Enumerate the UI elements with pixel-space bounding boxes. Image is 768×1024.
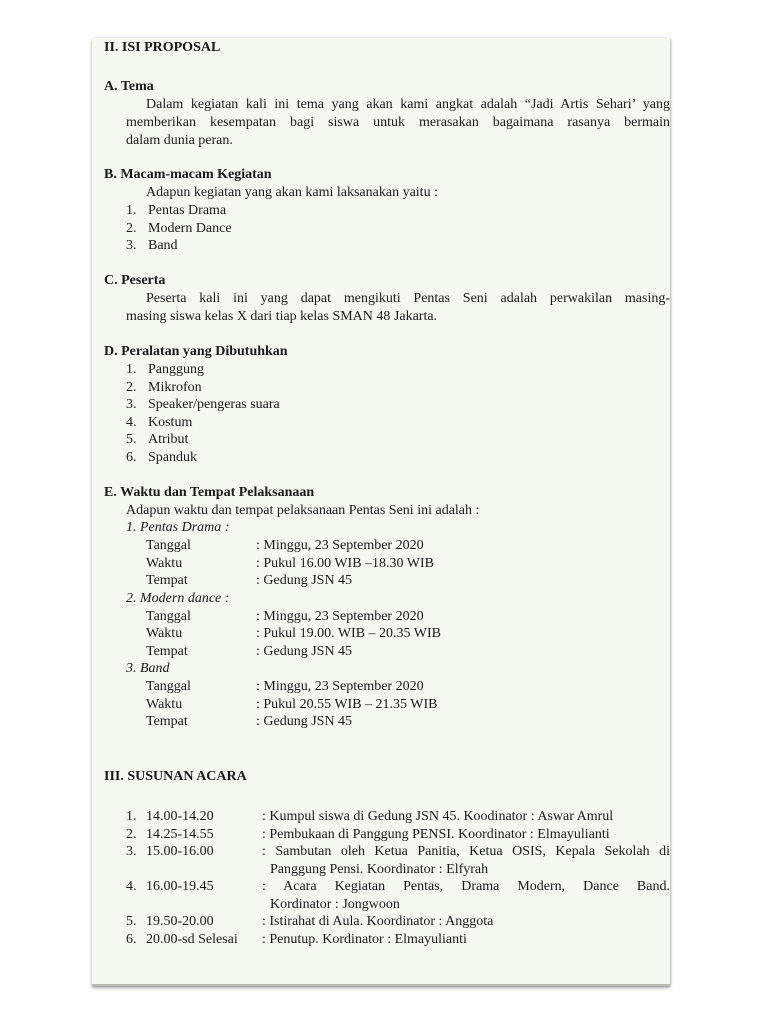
agenda-number: 2. — [126, 827, 137, 842]
event-label: Tanggal — [146, 679, 191, 694]
agenda-description: : Pembukaan di Panggung PENSI. Koordinator : Elmayulianti — [262, 827, 610, 842]
list-item-number: 2. — [126, 221, 137, 236]
heading-tema: A. Tema — [104, 79, 154, 94]
event-label: Tempat — [146, 714, 188, 729]
event-label: Waktu — [146, 556, 183, 571]
event-label: Tanggal — [146, 609, 191, 624]
event-title: 2. Modern dance : — [126, 591, 230, 606]
list-item-text: Speaker/pengeras suara — [148, 397, 280, 412]
list-item-number: 6. — [126, 450, 137, 465]
heading-macam-kegiatan: B. Macam-macam Kegiatan — [104, 167, 272, 182]
agenda-description: : Kumpul siswa di Gedung JSN 45. Koodinator : Aswar Amrul — [262, 809, 614, 824]
agenda-time: 14.00-14.20 — [146, 809, 214, 824]
kegiatan-intro: Adapun kegiatan yang akan kami laksanakan yaitu : — [146, 185, 438, 200]
agenda-description: : Penutup. Kordinator : Elmayulianti — [262, 932, 467, 947]
agenda-description: : Istirahat di Aula. Koordinator : Anggota — [262, 914, 494, 929]
list-item-text: Mikrofon — [148, 380, 202, 395]
agenda-time: 16.00-19.45 — [146, 879, 214, 894]
agenda-time: 20.00-sd Selesai — [146, 932, 238, 947]
section-title-isi-proposal: II. ISI PROPOSAL — [104, 40, 221, 55]
event-label: Waktu — [146, 697, 183, 712]
event-value: : Minggu, 23 September 2020 — [256, 679, 424, 694]
agenda-number: 3. — [126, 844, 137, 859]
agenda-description: : Acara Kegiatan Pentas, Drama Modern, Dance Band. — [262, 879, 670, 894]
tema-paragraph-line: Dalam kegiatan kali ini tema yang akan kami angkat adalah “Jadi Artis Sehari’ yang — [146, 97, 670, 112]
list-item-text: Band — [148, 238, 178, 253]
agenda-description: Panggung Pensi. Koordinator : Elfyrah — [270, 862, 489, 877]
event-label: Tempat — [146, 644, 188, 659]
list-item-number: 2. — [126, 380, 137, 395]
event-value: : Pukul 16.00 WIB –18.30 WIB — [256, 556, 434, 571]
event-label: Tanggal — [146, 538, 191, 553]
event-value: : Minggu, 23 September 2020 — [256, 538, 424, 553]
document-page — [92, 38, 670, 986]
agenda-description: Kordinator : Jongwoon — [270, 897, 400, 912]
heading-peralatan: D. Peralatan yang Dibutuhkan — [104, 344, 288, 359]
event-label: Waktu — [146, 626, 183, 641]
list-item-text: Kostum — [148, 415, 193, 430]
peserta-paragraph-line: masing siswa kelas X dari tiap kelas SMAN 48 Jakarta. — [126, 309, 438, 324]
agenda-description: : Sambutan oleh Ketua Panitia, Ketua OSIS, Kepala Sekolah di — [262, 844, 670, 859]
list-item-text: Panggung — [148, 362, 204, 377]
list-item-text: Spanduk — [148, 450, 197, 465]
list-item-number: 1. — [126, 203, 137, 218]
agenda-number: 5. — [126, 914, 137, 929]
event-label: Tempat — [146, 573, 188, 588]
agenda-time: 15.00-16.00 — [146, 844, 214, 859]
event-title: 3. Band — [126, 661, 170, 676]
list-item-number: 1. — [126, 362, 137, 377]
agenda-time: 14.25-14.55 — [146, 827, 214, 842]
heading-waktu-tempat: E. Waktu dan Tempat Pelaksanaan — [104, 485, 315, 500]
heading-peserta: C. Peserta — [104, 273, 166, 288]
tema-paragraph-line: dalam dunia peran. — [126, 133, 233, 148]
list-item-text: Atribut — [148, 432, 189, 447]
list-item-text: Pentas Drama — [148, 203, 227, 218]
agenda-number: 6. — [126, 932, 137, 947]
event-value: : Gedung JSN 45 — [256, 714, 353, 729]
list-item-number: 5. — [126, 432, 137, 447]
peserta-paragraph-line: Peserta kali ini yang dapat mengikuti Pentas Seni adalah perwakilan masing- — [146, 291, 670, 306]
event-value: : Pukul 20.55 WIB – 21.35 WIB — [256, 697, 438, 712]
event-title: 1. Pentas Drama : — [126, 520, 230, 535]
list-item-number: 3. — [126, 238, 137, 253]
section-title-susunan-acara: III. SUSUNAN ACARA — [104, 769, 247, 784]
agenda-number: 1. — [126, 809, 137, 824]
event-value: : Gedung JSN 45 — [256, 573, 353, 588]
list-item-text: Modern Dance — [148, 221, 232, 236]
event-value: : Pukul 19.00. WIB – 20.35 WIB — [256, 626, 441, 641]
list-item-number: 4. — [126, 415, 137, 430]
agenda-number: 4. — [126, 879, 137, 894]
waktu-intro: Adapun waktu dan tempat pelaksanaan Pentas Seni ini adalah : — [126, 503, 480, 518]
list-item-number: 3. — [126, 397, 137, 412]
agenda-time: 19.50-20.00 — [146, 914, 214, 929]
event-value: : Gedung JSN 45 — [256, 644, 353, 659]
tema-paragraph-line: memberikan kesempatan bagi siswa untuk merasakan bagaimana rasanya bermain — [126, 115, 670, 130]
event-value: : Minggu, 23 September 2020 — [256, 609, 424, 624]
